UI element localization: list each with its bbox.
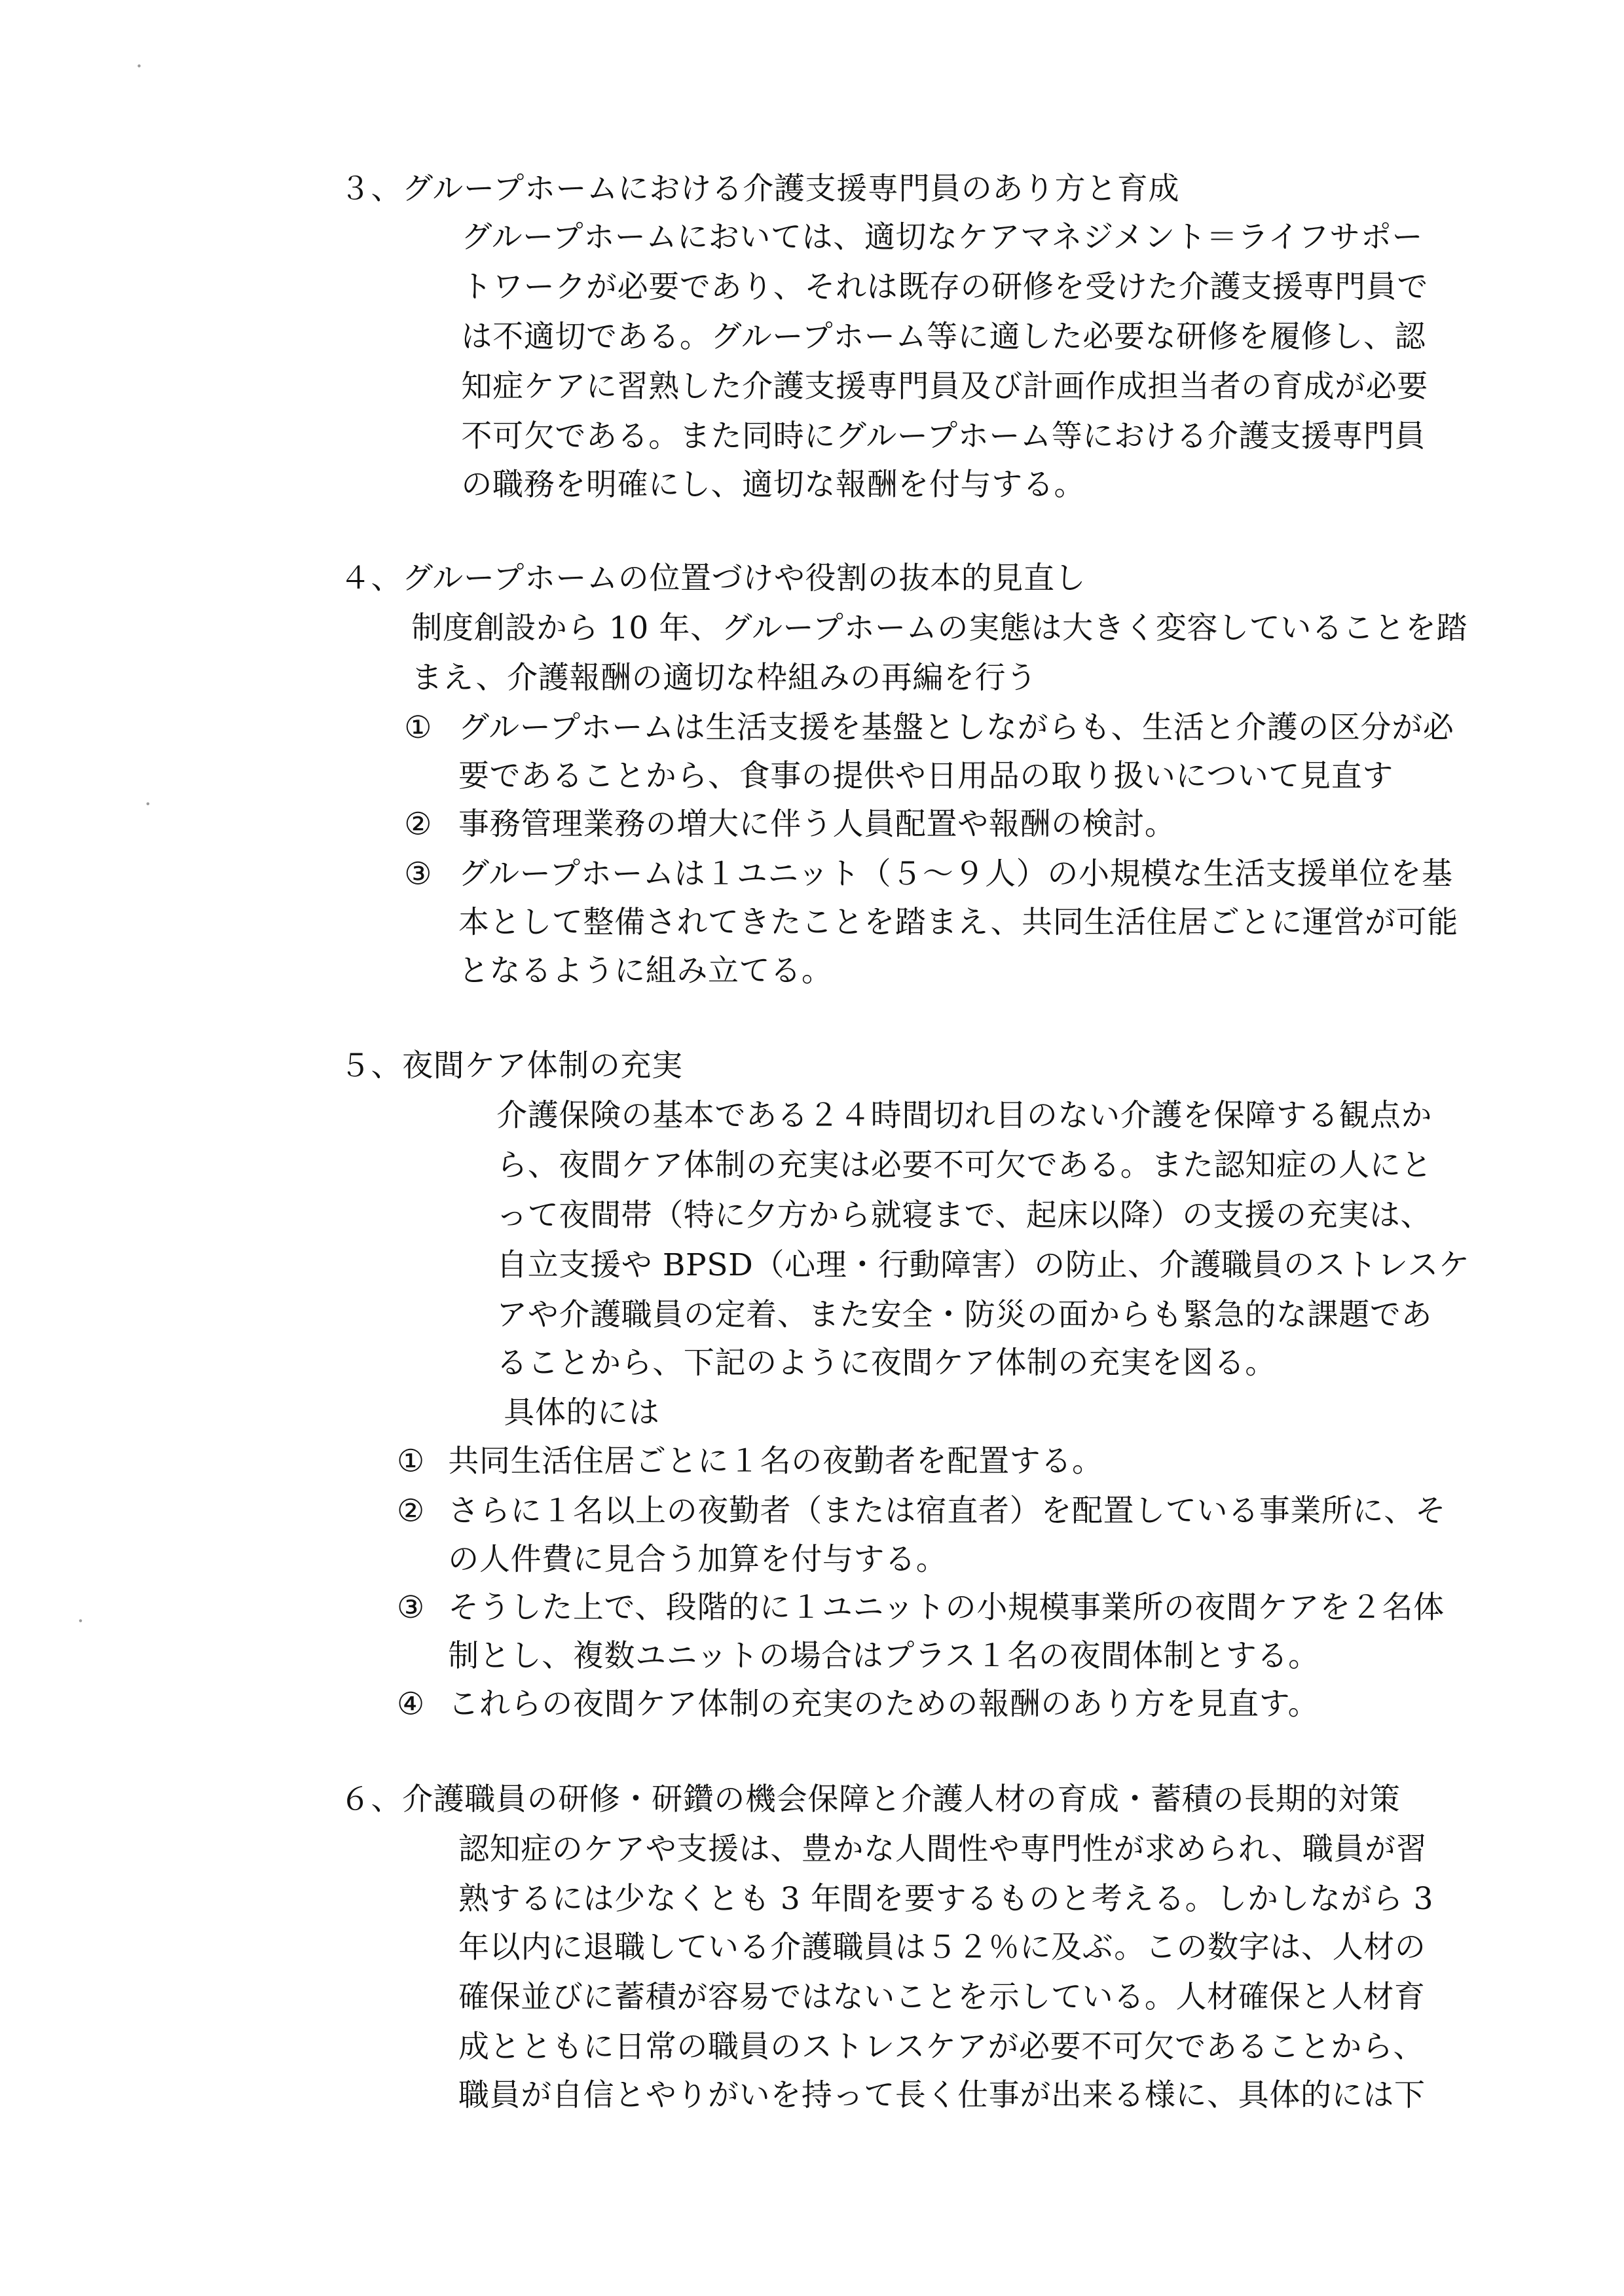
scan-speck — [79, 1619, 82, 1622]
section-5-body-line-1: 介護保険の基本である２４時間切れ目のない介護を保障する観点か — [496, 1098, 1433, 1133]
section-6-body-line-5: 成とともに日常の職員のストレスケアが必要不可欠であることから、 — [458, 2029, 1425, 2065]
section-6-body-line-2: 熟するには少なくとも 3 年間を要するものと考える。しかしながら 3 — [458, 1881, 1434, 1917]
section-4-heading: ４、グループホームの位置づけや役割の抜本的見直し — [339, 560, 1086, 596]
section-3-body-line-1: グループホームにおいては、適切なケアマネジメント＝ライフサポー — [461, 219, 1424, 255]
section-3-body-line-3: は不適切である。グループホーム等に適した必要な研修を履修し、認 — [461, 319, 1426, 355]
section-3-heading: ３、グループホームにおける介護支援専門員のあり方と育成 — [339, 171, 1180, 207]
section-5-body-line-4: 自立支援や BPSD（心理・行動障害）の防止、介護職員のストレスケ — [496, 1247, 1470, 1283]
section-4-item-3-line-2: 本として整備されてきたことを踏まえ、共同生活住居ごとに運営が可能 — [458, 905, 1459, 940]
section-5-item-2-line-2: の人件費に見合う加算を付与する。 — [448, 1541, 948, 1577]
section-3-body-line-4: 知症ケアに習熟した介護支援専門員及び計画作成担当者の育成が必要 — [461, 369, 1429, 405]
section-4-item-1-marker: ① — [404, 710, 432, 746]
scan-speck — [147, 802, 149, 805]
section-5-item-4-line-1: これらの夜間ケア体制の充実のための報酬のあり方を見直す。 — [448, 1686, 1320, 1722]
section-6-body-line-6: 職員が自信とやりがいを持って長く仕事が出来る様に、具体的には下 — [458, 2077, 1426, 2113]
section-5-body-line-5: アや介護職員の定着、また安全・防災の面からも緊急的な課題であ — [496, 1297, 1433, 1333]
section-5-item-3-marker: ③ — [397, 1590, 425, 1626]
section-4-item-3-line-1: グループホームは１ユニット（５～９人）の小規模な生活支援単位を基 — [458, 856, 1453, 892]
section-5-body-line-3: って夜間帯（特に夕方から就寝まで、起床以降）の支援の充実は、 — [496, 1197, 1432, 1233]
section-4-body-line-2: まえ、介護報酬の適切な枠組みの再編を行う — [411, 660, 1037, 696]
section-5-body-line-6: ることから、下記のように夜間ケア体制の充実を図る。 — [496, 1345, 1276, 1381]
section-3-body-line-2: トワークが必要であり、それは既存の研修を受けた介護支援専門員で — [461, 269, 1429, 305]
section-4-body-line-1: 制度創設から 10 年、グループホームの実態は大きく変容していることを踏 — [411, 610, 1468, 646]
section-6-heading: ６、介護職員の研修・研鑽の機会保障と介護人材の育成・蓄積の長期的対策 — [339, 1781, 1401, 1817]
section-4-item-2-line-1: 事務管理業務の増大に伴う人員配置や報酬の検討。 — [458, 807, 1176, 842]
section-4-item-3-line-3: となるように組み立てる。 — [458, 953, 833, 989]
section-4-item-1-line-2: 要であることから、食事の提供や日用品の取り扱いについて見直す — [458, 758, 1394, 794]
section-4-item-1-line-1: グループホームは生活支援を基盤としながらも、生活と介護の区分が必 — [458, 710, 1454, 746]
section-5-item-3-line-2: 制とし、複数ユニットの場合はプラス１名の夜間体制とする。 — [448, 1638, 1320, 1674]
section-3-body-line-5: 不可欠である。また同時にグループホーム等における介護支援専門員 — [461, 418, 1426, 454]
section-5-item-4-marker: ④ — [397, 1686, 425, 1722]
section-6-body-line-4: 確保並びに蓄積が容易ではないことを示している。人材確保と人材育 — [458, 1979, 1426, 2015]
section-5-item-1-line-1: 共同生活住居ごとに１名の夜勤者を配置する。 — [448, 1443, 1103, 1479]
section-5-item-3-line-1: そうした上で、段階的に１ユニットの小規模事業所の夜間ケアを２名体 — [448, 1590, 1445, 1626]
section-5-item-2-line-1: さらに１名以上の夜勤者（または宿直者）を配置している事業所に、そ — [448, 1493, 1447, 1529]
section-5-item-1-marker: ① — [397, 1443, 425, 1479]
section-6-body-line-1: 認知症のケアや支援は、豊かな人間性や専門性が求められ、職員が習 — [458, 1831, 1428, 1867]
section-6-body-line-3: 年以内に退職している介護職員は５２％に及ぶ。この数字は、人材の — [458, 1929, 1426, 1965]
section-5-heading: ５、夜間ケア体制の充実 — [339, 1048, 683, 1084]
section-5-item-2-marker: ② — [397, 1493, 425, 1529]
section-4-item-3-marker: ③ — [404, 856, 432, 892]
section-3-body-line-6: の職務を明確にし、適切な報酬を付与する。 — [461, 467, 1086, 503]
section-5-body-line-7: 具体的には — [504, 1395, 660, 1430]
section-5-body-line-2: ら、夜間ケア体制の充実は必要不可欠である。また認知症の人にと — [496, 1148, 1433, 1183]
scan-speck — [138, 64, 140, 67]
section-4-item-2-marker: ② — [404, 807, 432, 842]
